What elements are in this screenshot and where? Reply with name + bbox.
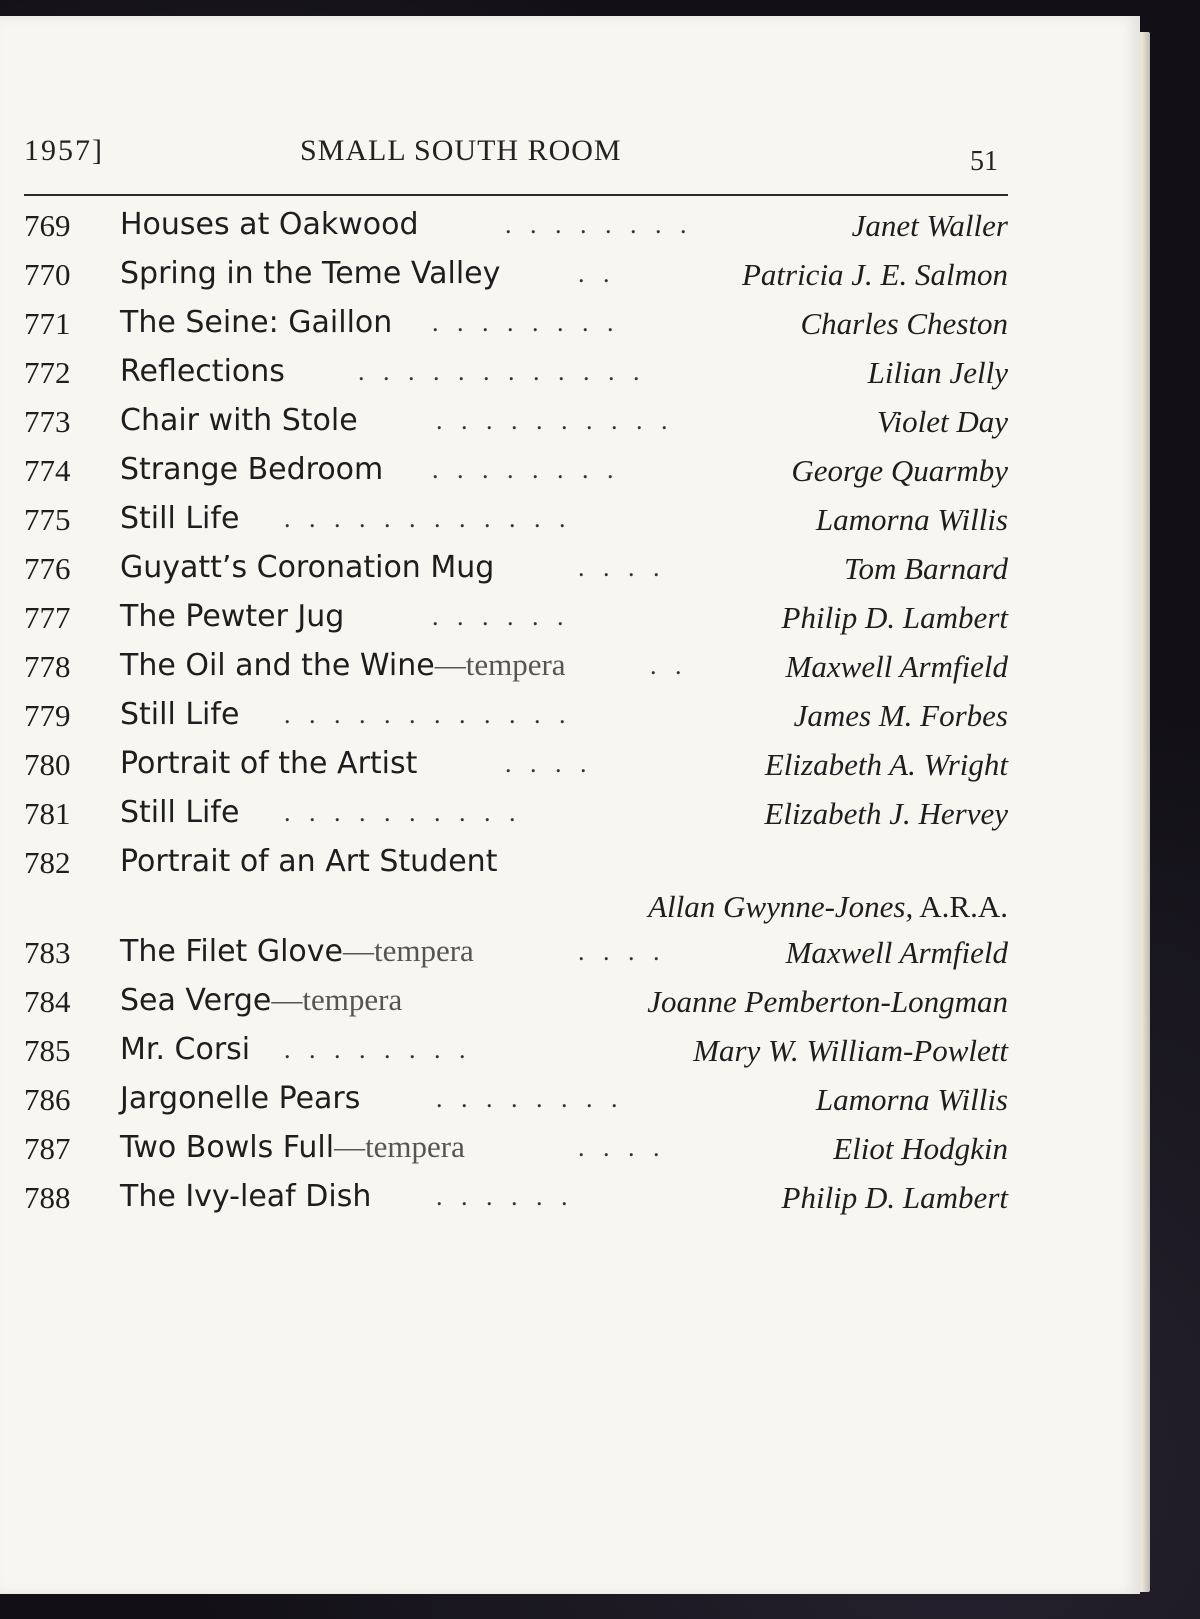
- entry-number: 772: [24, 355, 71, 390]
- catalogue-entry: [0, 304, 1140, 353]
- entry-title: Chair with Stole: [120, 403, 358, 438]
- entry-artist: Lamorna Willis: [815, 502, 1008, 537]
- entry-title: Spring in the Teme Valley: [120, 256, 501, 291]
- entry-title: Houses at Oakwood: [120, 207, 419, 242]
- entry-number: 773: [24, 404, 71, 439]
- entry-number: 775: [24, 502, 71, 537]
- entry-artist: Joanne Pemberton-Longman: [647, 984, 1008, 1019]
- dot-leader: . . . . . . . . . . . .: [284, 504, 572, 533]
- entry-title: The Oil and the Wine—tempera: [120, 647, 566, 683]
- catalogue-list: [0, 206, 1140, 1227]
- entry-title: Still Life: [120, 501, 240, 536]
- entry-number: 777: [24, 600, 71, 635]
- catalogue-entry: [0, 1129, 1140, 1178]
- entry-title: The Pewter Jug: [120, 599, 345, 634]
- dot-leader: . . . . . . . . . . . .: [358, 357, 646, 386]
- entry-number: 770: [24, 257, 71, 292]
- entry-number: 784: [24, 984, 71, 1019]
- dot-leader: . . . . . . . . . .: [436, 406, 674, 435]
- catalogue-entry: [0, 794, 1140, 843]
- header-year: 1957]: [24, 134, 104, 167]
- dot-leader: . . . . . . . .: [284, 1035, 472, 1064]
- entry-artist: Mary W. William-Powlett: [693, 1033, 1008, 1068]
- entry-title: The Ivy-leaf Dish: [120, 1179, 372, 1214]
- book-page: [0, 16, 1140, 1594]
- catalogue-entry: [0, 206, 1140, 255]
- catalogue-entry: [0, 255, 1140, 304]
- entry-title: Guyatt’s Coronation Mug: [120, 550, 495, 585]
- entry-artist: Elizabeth J. Hervey: [764, 796, 1008, 831]
- catalogue-entry: [0, 647, 1140, 696]
- entry-title: Portrait of the Artist: [120, 746, 418, 781]
- entry-artist: Maxwell Armfield: [785, 649, 1008, 684]
- entry-artist: Charles Cheston: [800, 306, 1008, 341]
- entry-number: 776: [24, 551, 71, 586]
- entry-artist: Eliot Hodgkin: [833, 1131, 1008, 1166]
- header-rule: [24, 194, 1008, 196]
- catalogue-entry: [0, 696, 1140, 745]
- catalogue-entry: [0, 843, 1140, 933]
- entry-number: 786: [24, 1082, 71, 1117]
- catalogue-entry: [0, 451, 1140, 500]
- entry-artist: James M. Forbes: [793, 698, 1008, 733]
- catalogue-entry: [0, 1178, 1140, 1227]
- catalogue-entry: [0, 353, 1140, 402]
- entry-artist: Patricia J. E. Salmon: [741, 257, 1008, 292]
- dot-leader: . . . . . . . . . . . .: [284, 700, 572, 729]
- entry-number: 780: [24, 747, 71, 782]
- entry-artist: Janet Waller: [851, 208, 1008, 243]
- entry-artist: Tom Barnard: [844, 551, 1008, 586]
- entry-title: Reflections: [120, 354, 285, 389]
- entry-number: 781: [24, 796, 71, 831]
- catalogue-entry: [0, 982, 1140, 1031]
- entry-number: 787: [24, 1131, 71, 1166]
- entry-artist: Allan Gwynne-Jones, A.R.A.: [648, 889, 1008, 924]
- entry-artist: Elizabeth A. Wright: [764, 747, 1008, 782]
- dot-leader: . . . . . . . .: [432, 455, 620, 484]
- catalogue-entry: [0, 745, 1140, 794]
- entry-title: Mr. Corsi: [120, 1032, 251, 1067]
- entry-number: 771: [24, 306, 71, 341]
- entry-number: 782: [24, 845, 71, 880]
- catalogue-entry: [0, 549, 1140, 598]
- dot-leader: . . . .: [578, 553, 666, 582]
- entry-artist: Philip D. Lambert: [781, 600, 1008, 635]
- entry-artist: Lamorna Willis: [815, 1082, 1008, 1117]
- entry-number: 785: [24, 1033, 71, 1068]
- dot-leader: . . . .: [578, 937, 666, 966]
- entry-number: 783: [24, 935, 71, 970]
- catalogue-entry: [0, 500, 1140, 549]
- entry-title: Portrait of an Art Student: [120, 844, 498, 879]
- entry-artist: Violet Day: [876, 404, 1008, 439]
- entry-number: 774: [24, 453, 71, 488]
- dot-leader: . .: [578, 259, 616, 288]
- dot-leader: . . . . . .: [436, 1182, 574, 1211]
- entry-title: The Seine: Gaillon: [120, 305, 393, 340]
- catalogue-entry: [0, 1031, 1140, 1080]
- entry-number: 779: [24, 698, 71, 733]
- entry-title: The Filet Glove—tempera: [120, 933, 474, 969]
- dot-leader: . .: [650, 651, 688, 680]
- dot-leader: . . . .: [505, 749, 593, 778]
- page-number: 51: [970, 146, 998, 177]
- entry-title: Sea Verge—tempera: [120, 982, 403, 1018]
- dot-leader: . . . .: [578, 1133, 666, 1162]
- entry-title: Two Bowls Full—tempera: [120, 1129, 465, 1165]
- entry-artist: Lilian Jelly: [867, 355, 1008, 390]
- dot-leader: . . . . . . . . . .: [284, 798, 522, 827]
- catalogue-entry: [0, 1080, 1140, 1129]
- header-title: SMALL SOUTH ROOM: [300, 134, 622, 167]
- entry-number: 778: [24, 649, 71, 684]
- entry-number: 788: [24, 1180, 71, 1215]
- dot-leader: . . . . . .: [432, 602, 570, 631]
- dot-leader: . . . . . . . .: [436, 1084, 624, 1113]
- catalogue-entry: [0, 598, 1140, 647]
- entry-artist: Philip D. Lambert: [781, 1180, 1008, 1215]
- dot-leader: . . . . . . . .: [432, 308, 620, 337]
- entry-number: 769: [24, 208, 71, 243]
- entry-artist: Maxwell Armfield: [785, 935, 1008, 970]
- entry-artist: George Quarmby: [791, 453, 1008, 488]
- catalogue-entry: [0, 402, 1140, 451]
- entry-title: Still Life: [120, 795, 240, 830]
- dot-leader: . . . . . . . .: [505, 210, 693, 239]
- catalogue-entry: [0, 933, 1140, 982]
- entry-title: Jargonelle Pears: [120, 1081, 361, 1116]
- entry-title: Strange Bedroom: [120, 452, 384, 487]
- entry-title: Still Life: [120, 697, 240, 732]
